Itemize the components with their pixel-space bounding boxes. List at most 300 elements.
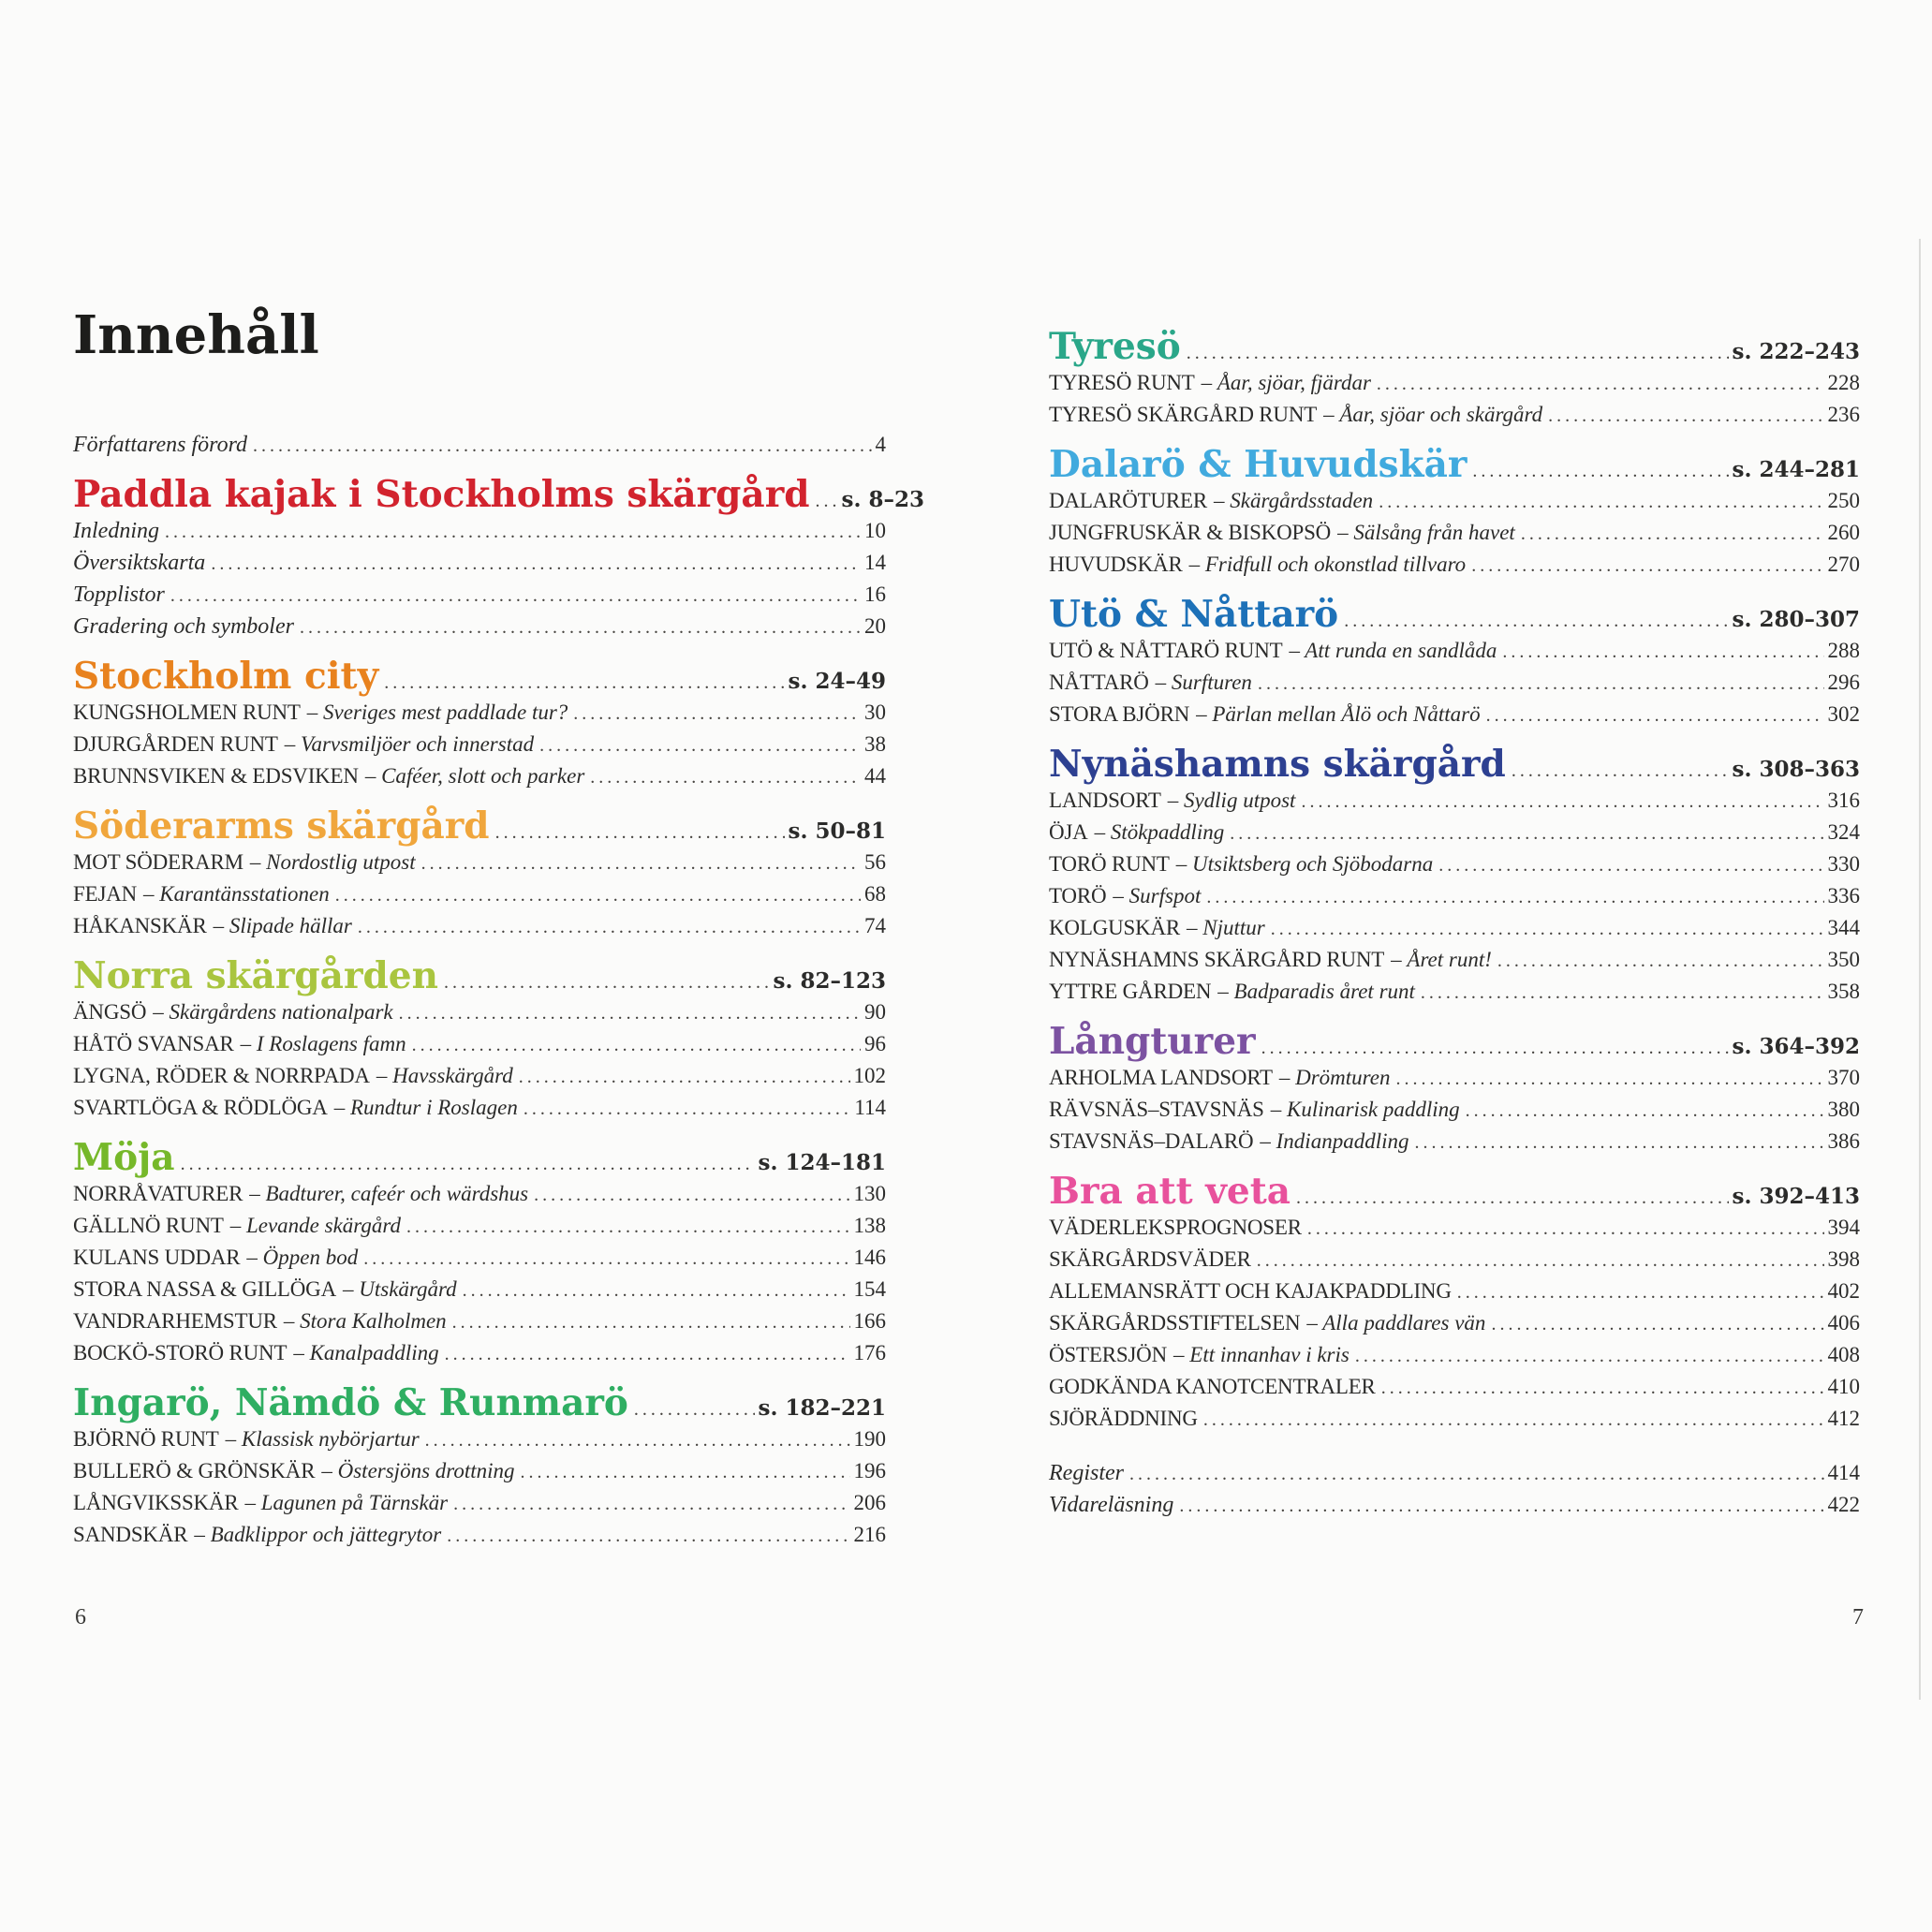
toc-entry-subtitle: – Drömturen (1278, 1066, 1391, 1089)
dot-leader (1438, 855, 1823, 877)
toc-entry-label: Gradering och symboler (73, 614, 294, 639)
section-page-range: s. 392–413 (1732, 1184, 1860, 1209)
toc-entry-page-number: 358 (1827, 980, 1860, 1003)
toc-entry-label: BJÖRNÖ RUNT (73, 1427, 219, 1451)
section-page-range: s. 308–363 (1732, 757, 1860, 782)
dot-leader (1230, 823, 1823, 845)
toc-entry (73, 1032, 886, 1064)
toc-entry (1049, 820, 1860, 852)
toc-entry-label: TYRESÖ RUNT (1049, 371, 1195, 394)
dot-leader (524, 1099, 851, 1120)
toc-entry-subtitle: – Surfturen (1155, 671, 1252, 694)
toc-entry (73, 519, 886, 551)
section-heading (1049, 743, 1860, 786)
toc-entry-subtitle: – Caféer, slott och parker (364, 764, 585, 788)
toc-entry (73, 1096, 886, 1128)
dot-leader (181, 1154, 755, 1175)
dot-leader (519, 1067, 850, 1088)
dot-leader (363, 1248, 849, 1270)
toc-entry-page-number: 96 (864, 1032, 886, 1055)
toc-entry-page-number: 14 (864, 551, 886, 574)
dot-leader (1457, 1282, 1824, 1304)
toc-entry-subtitle: – Åar, sjöar och skärgård (1323, 403, 1543, 426)
toc-entry-page-number: 370 (1827, 1066, 1860, 1089)
toc-entry (73, 1523, 886, 1555)
dot-leader (412, 1035, 861, 1056)
toc-entry-page-number: 44 (864, 764, 886, 788)
toc-entry (1049, 521, 1860, 553)
toc-entry-page-number: 410 (1827, 1375, 1860, 1398)
toc-entry-subtitle: – Sydlig utpost (1167, 789, 1296, 812)
toc-entry-page-number: 68 (864, 882, 886, 906)
section-heading (1049, 593, 1860, 636)
toc-entry-label: SVARTLÖGA & RÖDLÖGA (73, 1096, 328, 1119)
toc-entry-label: MOT SÖDERARM (73, 850, 243, 874)
toc-entry-label: Översiktskarta (73, 551, 206, 575)
toc-entry (73, 1309, 886, 1341)
toc-entry (73, 1427, 886, 1459)
toc-entry-page-number: 4 (875, 433, 886, 456)
toc-entry-page-number: 324 (1827, 820, 1860, 844)
toc-entry-page-number: 206 (853, 1491, 886, 1514)
toc-entry-subtitle: – Karantänsstationen (143, 882, 330, 906)
toc-entry-subtitle: – Rundtur i Roslagen (333, 1096, 518, 1119)
toc-entry-label: KULANS UDDAR (73, 1246, 241, 1269)
toc-entry-subtitle: – Utsiktsberg och Sjöbodarna (1175, 852, 1434, 876)
toc-entry (1049, 1129, 1860, 1161)
dot-leader (1307, 1218, 1824, 1240)
dot-leader (1486, 705, 1824, 727)
dot-leader (358, 917, 861, 938)
toc-entry (73, 1064, 886, 1096)
dot-leader (1379, 492, 1823, 513)
dot-leader (425, 1430, 850, 1452)
toc-entry-page-number: 114 (854, 1096, 886, 1119)
toc-entry-page-number: 56 (864, 850, 886, 874)
toc-entry-label: TORÖ (1049, 884, 1107, 907)
toc-entry-label: STORA NASSA & GILLÖGA (73, 1277, 336, 1301)
toc-entry-label: SKÄRGÅRDSSTIFTELSEN (1049, 1311, 1301, 1335)
toc-entry-label: HUVUDSKÄR (1049, 553, 1183, 576)
toc-entry-label: ÄNGSÖ (73, 1000, 147, 1024)
section-title: Utö & Nåttarö (1049, 593, 1339, 636)
toc-entry (73, 1491, 886, 1523)
dot-leader (1471, 555, 1823, 577)
dot-leader (253, 435, 871, 457)
dot-leader (1377, 374, 1824, 395)
section-page-range: s. 182–221 (758, 1395, 886, 1421)
toc-entry-page-number: 316 (1827, 789, 1860, 812)
section-page-range: s. 50–81 (788, 819, 886, 844)
section-page-range: s. 8–23 (841, 487, 924, 512)
toc-entry-page-number: 270 (1827, 553, 1860, 576)
section-page-range: s. 124–181 (758, 1150, 886, 1175)
toc-entry-label: VANDRARHEMSTUR (73, 1309, 277, 1333)
toc-left-list (73, 433, 924, 1555)
toc-entry (1049, 1343, 1860, 1375)
dot-leader (170, 585, 861, 607)
toc-entry-page-number: 260 (1827, 521, 1860, 544)
toc-entry-subtitle: – Badparadis året runt (1217, 980, 1415, 1003)
toc-entry-page-number: 412 (1827, 1407, 1860, 1430)
toc-entry-page-number: 20 (864, 614, 886, 638)
folio-left-page-number: 6 (75, 1605, 86, 1630)
toc-entry (1049, 1311, 1860, 1343)
toc-entry (1049, 1098, 1860, 1129)
dot-leader (399, 1003, 861, 1025)
toc-entry-subtitle: – Utskärgård (343, 1277, 457, 1301)
toc-entry-subtitle: – Havsskärgård (376, 1064, 513, 1087)
toc-entry-page-number: 90 (864, 1000, 886, 1024)
dot-leader (539, 735, 861, 757)
toc-entry-page-number: 336 (1827, 884, 1860, 907)
toc-entry (73, 1459, 886, 1491)
dot-leader (1203, 1409, 1824, 1431)
toc-entry-page-number: 38 (864, 732, 886, 756)
toc-entry (1049, 1407, 1860, 1438)
section-heading (73, 1381, 886, 1424)
toc-entry-page-number: 130 (853, 1182, 886, 1205)
toc-entry-page-number: 102 (853, 1064, 886, 1087)
section-page-range: s. 280–307 (1732, 607, 1860, 632)
toc-entry-page-number: 380 (1827, 1098, 1860, 1121)
toc-entry-subtitle: – Att runda en sandlåda (1289, 639, 1497, 662)
toc-entry-subtitle: – Lagunen på Tärnskär (244, 1491, 449, 1514)
toc-entry-subtitle: – Alla paddlares vän (1306, 1311, 1486, 1335)
toc-entry (73, 433, 886, 465)
toc-entry-page-number: 408 (1827, 1343, 1860, 1366)
toc-entry-subtitle: – Pärlan mellan Ålö och Nåttarö (1196, 702, 1481, 726)
toc-entry-page-number: 296 (1827, 671, 1860, 694)
toc-entry-label: GÄLLNÖ RUNT (73, 1214, 224, 1237)
toc-entry-subtitle: – Sveriges mest paddlade tur? (306, 701, 568, 724)
section-title: Långturer (1049, 1020, 1256, 1063)
toc-entry-page-number: 138 (853, 1214, 886, 1237)
section-heading (1049, 1020, 1860, 1063)
toc-entry-page-number: 402 (1827, 1279, 1860, 1303)
toc-entry-label: NÅTTARÖ (1049, 671, 1149, 694)
toc-entry (73, 1000, 886, 1032)
toc-entry (1049, 1216, 1860, 1247)
toc-entry (1049, 1461, 1860, 1493)
toc-entry-label: LÅNGVIKSSKÄR (73, 1491, 239, 1514)
dot-leader (1512, 760, 1729, 782)
toc-entry (73, 614, 886, 646)
toc-entry-subtitle: – Skärgårdsstaden (1214, 489, 1374, 512)
dot-leader (1261, 1038, 1729, 1059)
toc-entry-label: TYRESÖ SKÄRGÅRD RUNT (1049, 403, 1318, 426)
toc-entry-page-number: 10 (864, 519, 886, 542)
toc-entry-label: YTTRE GÅRDEN (1049, 980, 1212, 1003)
toc-entry-label: LYGNA, RÖDER & NORRPADA (73, 1064, 370, 1087)
section-title: Norra skärgården (73, 954, 438, 997)
toc-entry (73, 701, 886, 732)
toc-entry-label: ALLEMANSRÄTT OCH KAJAKPADDLING (1049, 1279, 1452, 1303)
dot-leader (453, 1494, 849, 1515)
toc-entry-label: UTÖ & NÅTTARÖ RUNT (1049, 639, 1283, 662)
dot-leader (634, 1399, 755, 1421)
toc-entry (1049, 789, 1860, 820)
toc-entry (1049, 403, 1860, 435)
dot-leader (406, 1217, 850, 1238)
toc-entry (1049, 1279, 1860, 1311)
toc-entry-label: KOLGUSKÄR (1049, 916, 1181, 939)
dot-leader (1466, 1100, 1824, 1122)
toc-entry-label: NORRÅVATURER (73, 1182, 243, 1205)
section-title: Tyresö (1049, 325, 1181, 368)
dot-leader (573, 703, 861, 725)
dot-leader (1491, 1314, 1823, 1335)
dot-leader (447, 1526, 849, 1547)
dot-leader (1187, 343, 1729, 364)
dot-leader (165, 522, 861, 543)
toc-entry (1049, 980, 1860, 1011)
dot-leader (452, 1312, 850, 1334)
toc-entry (1049, 489, 1860, 521)
dot-leader (1206, 887, 1823, 908)
toc-entry-label: SKÄRGÅRDSVÄDER (1049, 1247, 1251, 1271)
dot-leader (335, 885, 861, 907)
dot-leader (445, 1344, 850, 1365)
dot-leader (1355, 1346, 1824, 1367)
toc-entry-page-number: 350 (1827, 948, 1860, 971)
section-title: Möja (73, 1136, 175, 1179)
toc-entry (1049, 1247, 1860, 1279)
toc-entry-label: VÄDERLEKSPROGNOSER (1049, 1216, 1302, 1239)
toc-entry-page-number: 406 (1827, 1311, 1860, 1335)
toc-entry (1049, 948, 1860, 980)
dot-leader (1301, 791, 1823, 813)
toc-entry-page-number: 414 (1827, 1461, 1860, 1484)
toc-entry-label: DJURGÅRDEN RUNT (73, 732, 278, 756)
dot-leader (300, 617, 861, 639)
toc-entry-subtitle: – Nordostlig utpost (249, 850, 416, 874)
toc-entry-page-number: 302 (1827, 702, 1860, 726)
dot-leader (1271, 919, 1824, 940)
toc-left-column (73, 304, 924, 1555)
section-heading (73, 954, 886, 997)
toc-entry-label: Vidareläsning (1049, 1493, 1174, 1517)
toc-entry-label: BULLERÖ & GRÖNSKÄR (73, 1459, 316, 1482)
toc-entry-page-number: 228 (1827, 371, 1860, 394)
toc-entry-label: BOCKÖ-STORÖ RUNT (73, 1341, 288, 1364)
dot-leader (1395, 1069, 1823, 1090)
toc-entry-subtitle: – Östersjöns drottning (321, 1459, 515, 1482)
toc-entry-subtitle: – Åar, sjöar, fjärdar (1201, 371, 1371, 394)
toc-entry (1049, 1066, 1860, 1098)
toc-entry (1049, 702, 1860, 734)
toc-right-column (1049, 317, 1860, 1525)
toc-entry-label: SJÖRÄDDNING (1049, 1407, 1198, 1430)
toc-entry (73, 1341, 886, 1373)
dot-leader (1502, 642, 1823, 663)
toc-entry (1049, 639, 1860, 671)
toc-entry-subtitle: – Kanalpaddling (293, 1341, 439, 1364)
section-heading (73, 1136, 886, 1179)
dot-leader (1521, 524, 1824, 545)
toc-entry-subtitle: – Surfspot (1113, 884, 1202, 907)
toc-entry-label: TORÖ RUNT (1049, 852, 1170, 876)
toc-entry-page-number: 30 (864, 701, 886, 724)
toc-entry (73, 1246, 886, 1277)
dot-leader (521, 1462, 850, 1483)
toc-entry-label: ARHOLMA LANDSORT (1049, 1066, 1273, 1089)
toc-entry-subtitle: – Badklippor och jättegrytor (194, 1523, 442, 1546)
dot-leader (1497, 951, 1824, 972)
section-title: Dalarö & Huvudskär (1049, 443, 1467, 486)
toc-entry-page-number: 250 (1827, 489, 1860, 512)
dot-leader (495, 822, 785, 844)
toc-entry-label: DALARÖTURER (1049, 489, 1208, 512)
toc-entry (1049, 916, 1860, 948)
toc-entry-subtitle: – Fridfull och okonstlad tillvaro (1188, 553, 1467, 576)
dot-leader (444, 972, 770, 994)
toc-entry-subtitle: – Året runt! (1391, 948, 1492, 971)
toc-entry-subtitle: – Indianpaddling (1260, 1129, 1409, 1153)
toc-entry (73, 1214, 886, 1246)
toc-entry (73, 914, 886, 946)
toc-entry-label: ÖJA (1049, 820, 1088, 844)
toc-entry-label: STAVSNÄS–DALARÖ (1049, 1129, 1254, 1153)
toc-entry-label: LANDSORT (1049, 789, 1161, 812)
section-page-range: s. 364–392 (1732, 1034, 1860, 1059)
toc-entry-page-number: 74 (864, 914, 886, 937)
toc-entry (73, 583, 886, 614)
dot-leader (590, 767, 861, 789)
toc-entry-page-number: 146 (853, 1246, 886, 1269)
toc-entry-page-number: 344 (1827, 916, 1860, 939)
toc-entry (73, 764, 886, 796)
section-heading (73, 473, 924, 516)
section-title: Stockholm city (73, 655, 379, 698)
toc-entry-subtitle: – Slipade hällar (213, 914, 352, 937)
toc-entry-label: KUNGSHOLMEN RUNT (73, 701, 301, 724)
dot-leader (1129, 1464, 1824, 1485)
dot-leader (1472, 461, 1728, 482)
toc-entry-page-number: 196 (853, 1459, 886, 1482)
toc-entry-page-number: 176 (853, 1341, 886, 1364)
toc-entry (73, 732, 886, 764)
toc-right-list (1049, 325, 1860, 1525)
toc-entry-label: ÖSTERSJÖN (1049, 1343, 1168, 1366)
toc-entry-subtitle: – I Roslagens famn (240, 1032, 406, 1055)
section-title: Nynäshamns skärgård (1049, 743, 1506, 786)
toc-entry-label: Register (1049, 1461, 1124, 1485)
toc-entry (73, 551, 886, 583)
toc-entry-subtitle: – Stökpaddling (1094, 820, 1225, 844)
toc-entry (73, 1277, 886, 1309)
toc-entry-subtitle: – Varvsmiljöer och innerstad (284, 732, 535, 756)
section-heading (73, 804, 886, 848)
toc-entry-subtitle: – Levande skärgård (229, 1214, 401, 1237)
toc-entry-page-number: 154 (853, 1277, 886, 1301)
toc-entry-label: Författarens förord (73, 433, 248, 457)
dot-leader (1548, 406, 1823, 427)
toc-entry (1049, 1375, 1860, 1407)
toc-entry-subtitle: – Ett innanhav i kris (1173, 1343, 1349, 1366)
dot-leader (816, 491, 838, 512)
toc-entry-page-number: 236 (1827, 403, 1860, 426)
dot-leader (1421, 982, 1824, 1004)
section-page-range: s. 222–243 (1732, 339, 1860, 364)
toc-entry-subtitle: – Njuttur (1187, 916, 1265, 939)
toc-entry-label: BRUNNSVIKEN & EDSVIKEN (73, 764, 359, 788)
dot-leader (1179, 1496, 1823, 1517)
toc-entry-subtitle: – Stora Kalholmen (283, 1309, 447, 1333)
toc-entry-label: HÅKANSKÄR (73, 914, 207, 937)
section-title: Söderarms skärgård (73, 804, 490, 848)
toc-entry-label: NYNÄSHAMNS SKÄRGÅRD RUNT (1049, 948, 1385, 971)
toc-entry-page-number: 16 (864, 583, 886, 606)
toc-entry-page-number: 166 (853, 1309, 886, 1333)
toc-entry-page-number: 216 (853, 1523, 886, 1546)
toc-entry-page-number: 288 (1827, 639, 1860, 662)
dot-leader (421, 853, 861, 875)
dot-leader (1381, 1378, 1824, 1399)
dot-leader (463, 1280, 850, 1302)
toc-entry (73, 850, 886, 882)
toc-entry-subtitle: – Skärgårdens nationalpark (153, 1000, 393, 1024)
folio-right-page-number: 7 (1852, 1605, 1864, 1630)
toc-entry-label: RÄVSNÄS–STAVSNÄS (1049, 1098, 1264, 1121)
toc-entry (1049, 884, 1860, 916)
toc-entry-label: Inledning (73, 519, 159, 543)
section-title: Bra att veta (1049, 1170, 1290, 1213)
toc-entry (1049, 371, 1860, 403)
toc-entry-page-number: 330 (1827, 852, 1860, 876)
dot-leader (1257, 1250, 1824, 1272)
toc-entry-subtitle: – Sälsång från havet (1337, 521, 1515, 544)
toc-entry-page-number: 422 (1827, 1493, 1860, 1516)
section-heading (1049, 443, 1860, 486)
dot-leader (1258, 673, 1824, 695)
toc-entry-subtitle: – Badturer, cafeér och wärdshus (249, 1182, 529, 1205)
section-heading (73, 655, 886, 698)
toc-entry (1049, 553, 1860, 584)
toc-entry (73, 882, 886, 914)
dot-leader (384, 672, 784, 694)
toc-entry-label: GODKÄNDA KANOTCENTRALER (1049, 1375, 1376, 1398)
toc-entry-label: FEJAN (73, 882, 138, 906)
dot-leader (1344, 611, 1728, 632)
toc-entry-label: STORA BJÖRN (1049, 702, 1190, 726)
toc-entry-label: SANDSKÄR (73, 1523, 188, 1546)
toc-entry-page-number: 398 (1827, 1247, 1860, 1271)
toc-entry-subtitle: – Klassisk nybörjartur (225, 1427, 420, 1451)
section-page-range: s. 244–281 (1732, 457, 1860, 482)
section-title: Paddla kajak i Stockholms skärgård (73, 473, 810, 516)
toc-entry-label: Topplistor (73, 583, 165, 607)
section-heading (1049, 1170, 1860, 1213)
page-title: Innehåll (73, 304, 319, 366)
section-page-range: s. 82–123 (773, 968, 886, 994)
toc-entry (1049, 1493, 1860, 1525)
toc-entry (1049, 852, 1860, 884)
section-heading (1049, 325, 1860, 368)
toc-entry-label: HÅTÖ SVANSAR (73, 1032, 234, 1055)
section-page-range: s. 24–49 (788, 669, 886, 694)
toc-entry-subtitle: – Kulinarisk paddling (1270, 1098, 1460, 1121)
section-title: Ingarö, Nämdö & Runmarö (73, 1381, 628, 1424)
dot-leader (1296, 1187, 1729, 1209)
toc-entry-label: JUNGFRUSKÄR & BISKOPSÖ (1049, 521, 1332, 544)
toc-entry-page-number: 386 (1827, 1129, 1860, 1153)
dot-leader (211, 553, 861, 575)
toc-entry-subtitle: – Öppen bod (246, 1246, 359, 1269)
toc-entry (1049, 671, 1860, 702)
toc-entry (73, 1182, 886, 1214)
dot-leader (1414, 1132, 1823, 1154)
